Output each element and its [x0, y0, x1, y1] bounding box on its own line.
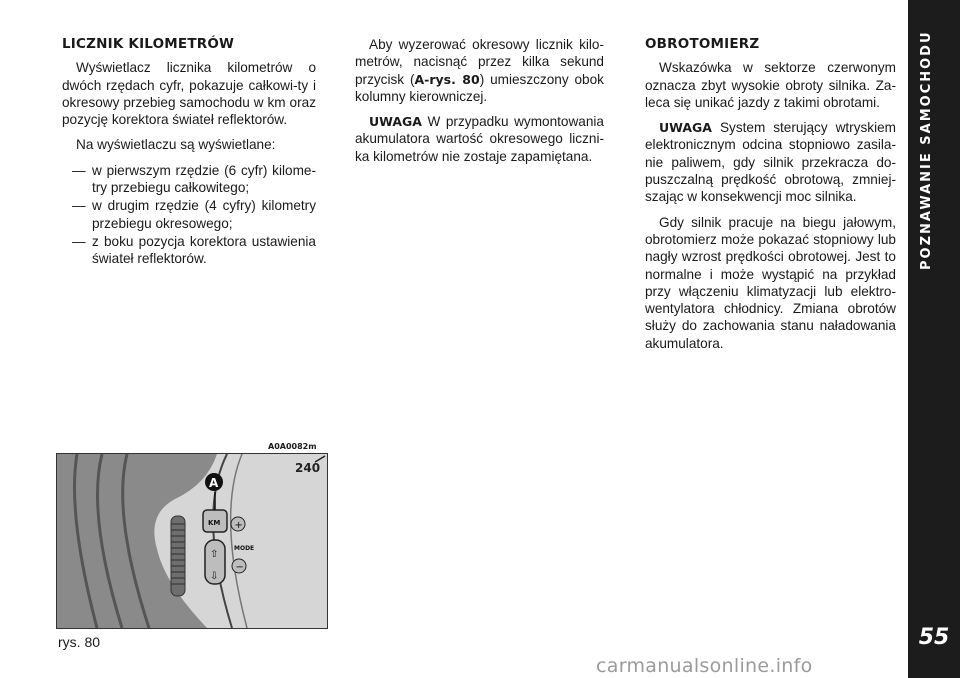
figure-caption: rys. 80: [58, 634, 101, 650]
page-number: 55: [918, 625, 950, 650]
display-list: [72, 162, 316, 268]
paragraph: Wskazówka w sektorze czerwonym oznacza zbyt wysokie obroty silnika. Za-leca się unikać jazdy z takimi obrotami.: [645, 60, 896, 110]
dashboard-illustration: [57, 454, 327, 628]
figure-dashboard: [56, 453, 328, 629]
gauge-label: 240: [295, 461, 321, 475]
figure-code: A0A0082m: [268, 442, 317, 451]
note-text: W przypadku wymontowania akumulatora wartość okresowego liczni-ka kilometrów nie zostaje zapamiętana.: [355, 114, 604, 164]
km-button-label: KM: [208, 519, 221, 527]
list-item: — z boku pozycja korektora ustawienia świateł reflektorów.: [72, 233, 316, 268]
note-paragraph: [645, 119, 896, 205]
note-label: UWAGA: [369, 114, 422, 130]
arrow-down-icon: ⇩: [210, 571, 219, 582]
column-1: [62, 36, 316, 269]
paragraph: Gdy silnik pracuje na biegu jałowym, obrotomierz może pokazać stopniowy lub nagły wzrost prędkości obrotowej. Jest to normalne i może wystąpić na przykład przy włączeniu klimatyzacji lub elektro-wentylatora chłodnicy. Zmiana obrotów służy do zachowania stanu naładowania akumulatora.: [645, 214, 896, 351]
arrow-up-icon: ⇧: [210, 549, 219, 560]
watermark: carmanualsonline.info: [596, 655, 813, 677]
heading-odometer: LICZNIK KILOMETRÓW: [62, 36, 235, 52]
column-2: [355, 36, 604, 173]
section-title: POZNAWANIE SAMOCHODU: [919, 30, 934, 270]
figure-reference: A-rys. 80: [414, 71, 480, 87]
note-label: UWAGA: [659, 120, 712, 136]
paragraph: Wyświetlacz licznika kilometrów o dwóch rzędach cyfr, pokazuje całkowi-ty i okresowy przebieg samochodu w km oraz pozycję korektora świateł reflektorów.: [62, 60, 316, 128]
minus-icon: −: [235, 562, 244, 573]
callout-label: A: [209, 476, 219, 490]
list-item: — w drugim rzędzie (4 cyfry) kilometry przebiegu okresowego;: [72, 197, 316, 232]
column-3: [645, 36, 896, 360]
note-paragraph: [355, 113, 604, 165]
heading-tachometer: OBROTOMIERZ: [645, 36, 760, 52]
plus-icon: +: [234, 520, 243, 531]
list-item: — w pierwszym rzędzie (6 cyfr) kilome-try przebiegu całkowitego;: [72, 162, 316, 197]
paragraph: Na wyświetlaczu są wyświetlane:: [76, 137, 276, 153]
text: ) umieszczony obok kolumny kierowniczej.: [355, 71, 604, 104]
mode-label: MODE: [234, 545, 255, 552]
text: Aby wyzerować okresowy licznik kilo-metrów, nacisnąć przez kilka sekund przycisk (: [355, 37, 604, 87]
note-text: System sterujący wtryskiem elektronicznym odcina stopniowo zasila-nie paliwem, gdy silnik przekracza do-puszczalną prędkość obrotową, zmniej-szając w konsekwencji moc silnika.: [645, 120, 896, 205]
paragraph: [355, 36, 604, 105]
